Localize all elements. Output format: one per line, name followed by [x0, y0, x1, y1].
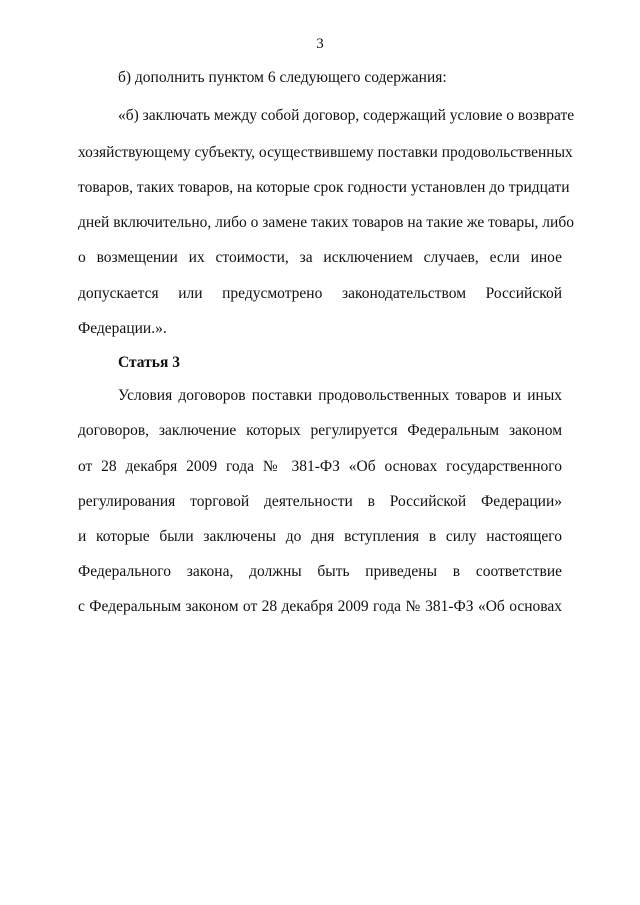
quote-line: допускается или предусмотрено законодательством Российской — [78, 285, 562, 302]
article-line: Федерального закона, должны быть приведены в соответствие — [78, 563, 562, 580]
quote-line: товаров, таких товаров, на которые срок годности установлен до тридцати — [78, 179, 570, 196]
article-line: Условия договоров поставки продовольственных товаров и иных — [118, 387, 562, 404]
quote-line: дней включительно, либо о замене таких товаров на такие же товары, либо — [78, 214, 574, 231]
article-line: договоров, заключение которых регулируется Федеральным законом — [78, 422, 562, 439]
article-line: регулирования торговой деятельности в Российской Федерации» — [78, 493, 562, 510]
quote-line: «б) заключать между собой договор, содержащий условие о возврате — [118, 107, 575, 124]
article-line: с Федеральным законом от 28 декабря 2009 года № 381-ФЗ «Об основах — [78, 598, 562, 615]
article-line: от 28 декабря 2009 года № 381-ФЗ «Об основах государственного — [78, 458, 562, 475]
article-heading: Статья 3 — [118, 354, 180, 371]
article-line: и которые были заключены до дня вступления в силу настоящего — [78, 528, 562, 545]
quote-line: Федерации.». — [78, 320, 167, 337]
page-number: 3 — [316, 36, 324, 52]
item-b-text: б) дополнить пунктом 6 следующего содержания: — [118, 69, 447, 86]
quote-line: о возмещении их стоимости, за исключением случаев, если иное — [78, 249, 562, 266]
quote-line: хозяйствующему субъекту, осуществившему поставки продовольственных — [78, 144, 573, 161]
